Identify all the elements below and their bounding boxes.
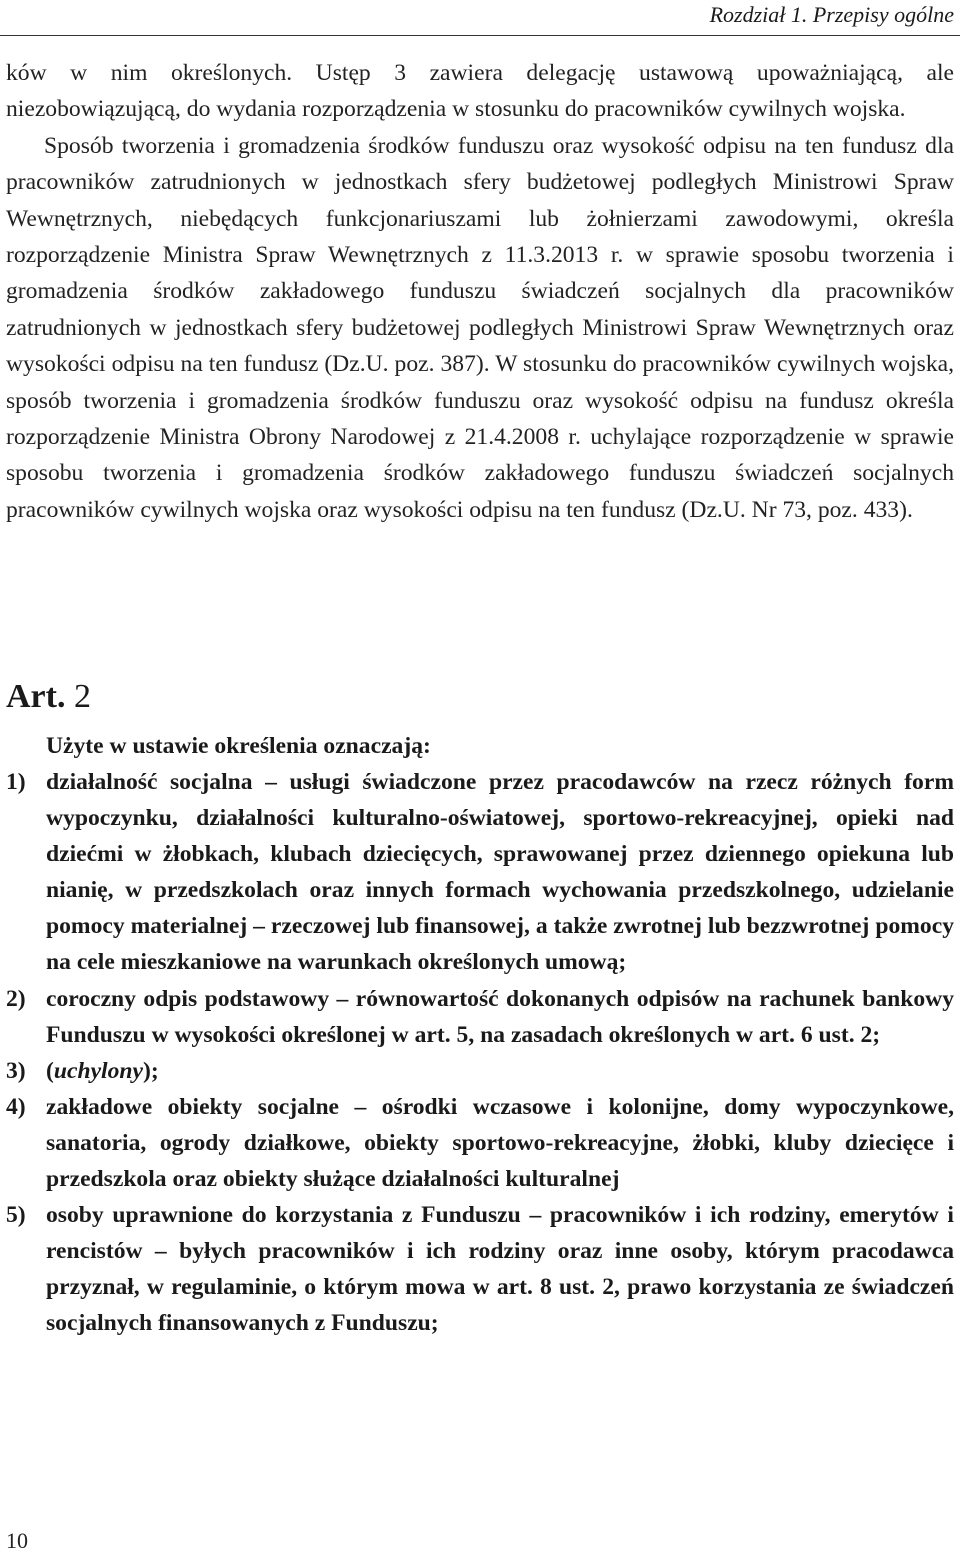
- list-item: [6, 981, 954, 1053]
- item-text: [46, 1058, 159, 1084]
- list-item: [6, 1053, 954, 1089]
- paragraph-1: ków w nim określonych. Ustęp 3 zawiera delegację ustawową upoważniającą, ale niezobowiązującą, do wydania rozporządzenia w stosunku do pracowników cywilnych wojska.: [6, 60, 954, 123]
- list-item: [6, 764, 954, 981]
- item-number: 3): [6, 1057, 26, 1084]
- page-number: 10: [6, 1528, 28, 1553]
- header-rule: [0, 35, 960, 36]
- article-label: Art.: [6, 678, 66, 715]
- item-number: 2): [6, 985, 26, 1012]
- item-text: coroczny odpis podstawowy – równowartość dokonanych odpisów na rachunek bankowy Funduszu w wysokości określonej w art. 5, na zasadach określonych w art. 6 ust. 2;: [46, 985, 954, 1048]
- item-text: działalność socjalna – usługi świadczone przez pracodawców na rzecz różnych form wypoczynku, działalności kulturalno-oświatowej, sportowo-rekreacyjnej, opieki nad dziećmi w żłobkach, klubach dziecięcych, sprawowanej przez dziennego opiekuna lub nianię, w przedszkolach oraz innych formach wychowania przedszkolnego, udzielanie pomocy materialnej – rzeczowej lub finansowej, a także zwrotnej lub bezzwrotnej pomocy na cele mieszkaniowe na warunkach określonych umową;: [46, 769, 954, 976]
- article-intro: Użyte w ustawie określenia oznaczają:: [46, 733, 431, 759]
- item-text: osoby uprawnione do korzystania z Funduszu – pracowników i ich rodziny, emerytów i rencistów – byłych pracowników i ich rodziny oraz inne osoby, którym pracodawca przyznał, w regulaminie, o którym mowa w art. 8 ust. 2, prawo korzystania ze świadczeń socjalnych finansowanych z Funduszu;: [46, 1202, 954, 1337]
- list-item: [6, 1197, 954, 1341]
- item-number: 1): [6, 769, 26, 795]
- article-heading: [6, 677, 91, 717]
- paragraph-2: Sposób tworzenia i gromadzenia środków funduszu oraz wysokość odpisu na ten fundusz dla pracowników zatrudnionych w jednostkach sfery budżetowej podległych Ministrowi Spraw Wewnętrznych, niebędących funkcjonariuszami lub żołnierzami zawodowymi, określa rozporządzenie Ministra Spraw Wewnętrznych z 11.3.2013 r. w sprawie sposobu tworzenia i gromadzenia środków zakładowego funduszu świadczeń socjalnych dla pracowników zatrudnionych w jednostkach sfery budżetowej podległych Ministrowi Spraw Wewnętrznych oraz wysokości odpisu na ten fundusz (Dz.U. poz. 387). W stosunku do pracowników cywilnych wojska, sposób tworzenia i gromadzenia środków funduszu oraz wysokość odpisu na fundusz określa rozporządzenie Ministra Obrony Narodowej z 21.4.2008 r. uchylające rozporządzenie w sprawie sposobu tworzenia i gromadzenia środków zakładowego funduszu świadczeń socjalnych pracowników cywilnych wojska oraz wysokości odpisu na ten fundusz (Dz.U. Nr 73, poz. 433).: [6, 132, 954, 523]
- item-text-open: (: [46, 1057, 54, 1084]
- item-text: zakładowe obiekty socjalne – ośrodki wczasowe i kolonijne, domy wypoczynkowe, sanatoria, ogrody działkowe, obiekty sportowo-rekreacyjne, żłobki, kluby dziecięce i przedszkola oraz obiekty służące działalności kulturalnej: [46, 1093, 954, 1193]
- definitions-list: [6, 764, 954, 1342]
- list-item: [6, 1089, 954, 1197]
- running-title: Rozdział 1. Przepisy ogólne: [709, 2, 954, 27]
- article-number: 2: [73, 678, 91, 715]
- page-header: [0, 0, 960, 36]
- item-text-close: );: [143, 1057, 159, 1084]
- commentary-text: [6, 55, 954, 528]
- item-number: 4): [6, 1093, 26, 1120]
- item-number: 5): [6, 1202, 26, 1229]
- item-text-italic: uchylony: [53, 1057, 143, 1084]
